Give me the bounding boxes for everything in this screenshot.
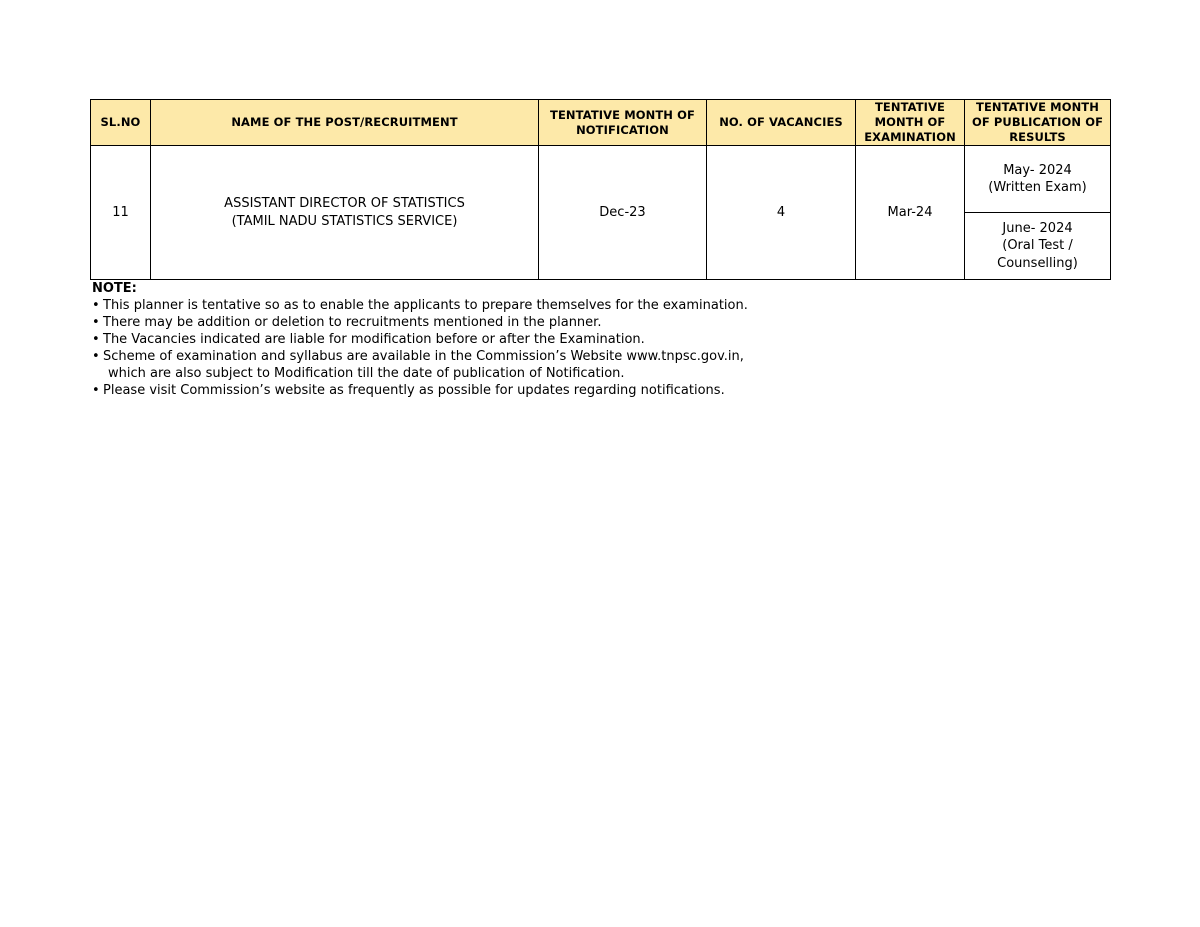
note-item xyxy=(92,314,1092,331)
result-oral-label-2: Counselling) xyxy=(997,255,1078,271)
cell-sl-no: 11 xyxy=(91,146,151,280)
note-item xyxy=(92,331,1092,348)
result-oral-label-1: (Oral Test / xyxy=(1002,238,1073,254)
notes-list xyxy=(92,297,1092,399)
bullet-icon: • xyxy=(92,332,100,347)
bullet-icon: • xyxy=(92,349,100,364)
header-exam-month: TENTATIVE MONTH OF EXAMINATION xyxy=(856,100,965,146)
cell-notification-month: Dec-23 xyxy=(539,146,707,280)
note-text: Please visit Commission’s website as frequently as possible for updates regarding notifications. xyxy=(103,383,725,398)
header-results-month: TENTATIVE MONTH OF PUBLICATION OF RESULTS xyxy=(965,100,1111,146)
header-vacancies: NO. OF VACANCIES xyxy=(707,100,856,146)
table-header-row xyxy=(91,100,1111,146)
note-text: The Vacancies indicated are liable for modification before or after the Examination. xyxy=(103,332,645,347)
bullet-icon: • xyxy=(92,298,100,313)
note-text: There may be addition or deletion to recruitments mentioned in the planner. xyxy=(103,315,602,330)
cell-result-written xyxy=(965,146,1111,213)
bullet-icon: • xyxy=(92,383,100,398)
header-post-name: NAME OF THE POST/RECRUITMENT xyxy=(151,100,539,146)
result-oral-month: June- 2024 xyxy=(1002,220,1073,236)
cell-vacancies: 4 xyxy=(707,146,856,280)
header-sl-no: SL.NO xyxy=(91,100,151,146)
result-written-label: (Written Exam) xyxy=(988,180,1087,195)
cell-post-name xyxy=(151,146,539,280)
note-item xyxy=(92,297,1092,314)
cell-exam-month: Mar-24 xyxy=(856,146,965,280)
note-item xyxy=(92,382,1092,399)
table-row xyxy=(91,146,1111,213)
notes-section xyxy=(92,280,1092,399)
note-text: Scheme of examination and syllabus are available in the Commission’s Website www.tnpsc.gov.in, xyxy=(103,349,744,364)
bullet-icon: • xyxy=(92,315,100,330)
header-notification-month: TENTATIVE MONTH OF NOTIFICATION xyxy=(539,100,707,146)
note-item xyxy=(92,348,1092,382)
note-text-continuation: which are also subject to Modification till the date of publication of Notification. xyxy=(108,366,625,381)
note-text: This planner is tentative so as to enable the applicants to prepare themselves for the examination. xyxy=(103,298,748,313)
post-service-line: (TAMIL NADU STATISTICS SERVICE) xyxy=(231,213,458,229)
cell-result-oral xyxy=(965,213,1111,280)
recruitment-planner-table xyxy=(90,99,1111,280)
notes-title: NOTE: xyxy=(92,281,137,296)
post-name-line: ASSISTANT DIRECTOR OF STATISTICS xyxy=(224,196,465,211)
result-written-month: May- 2024 xyxy=(1003,162,1072,178)
